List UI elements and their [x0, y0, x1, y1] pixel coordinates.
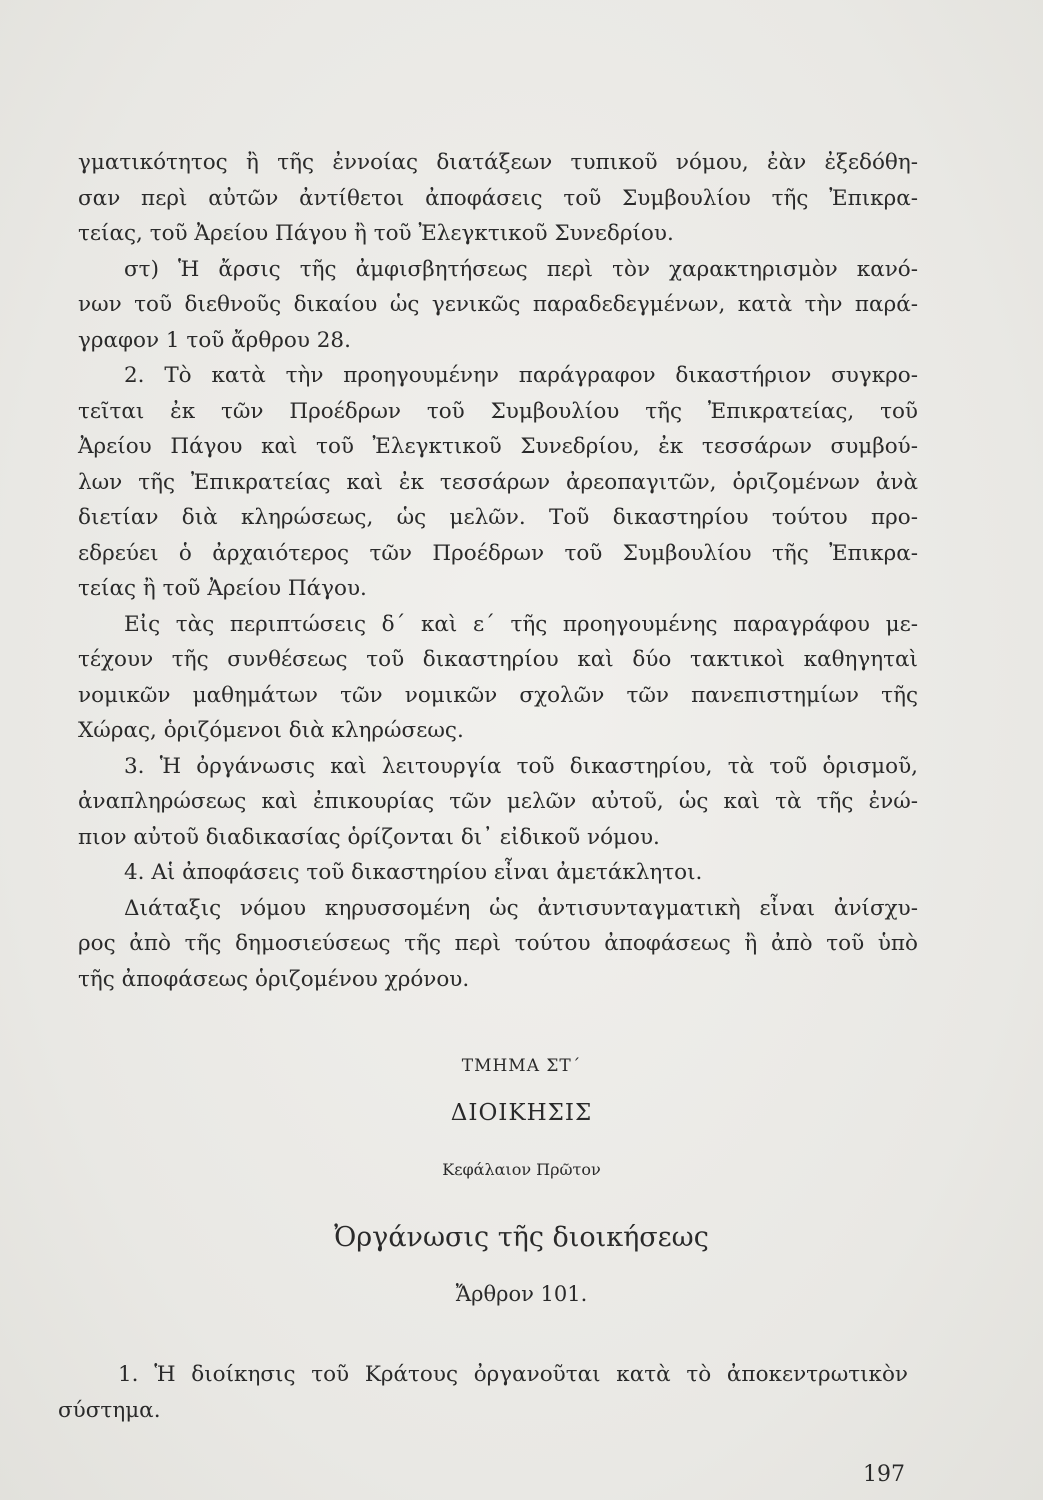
text-line: σαν περὶ αὐτῶν ἀντίθετοι ἀποφάσεις τοῦ Συμβουλίου τῆς Ἐπικρα- [78, 185, 918, 211]
part-title: ΔΙΟΙΚΗΣΙΣ [450, 1100, 593, 1126]
text-line: τέχουν τῆς συνθέσεως τοῦ δικαστηρίου καὶ δύο τακτικοὶ καθηγηταὶ [78, 647, 918, 672]
text-line: Διάταξις νόμου κηρυσσομένη ὡς ἀντισυνταγματικὴ εἶναι ἀνίσχυ- [124, 895, 918, 921]
text-line: τείας, τοῦ Ἀρείου Πάγου ἢ τοῦ Ἐλεγκτικοῦ Συνεδρίου. [78, 221, 674, 246]
text-line: λων τῆς Ἐπικρατείας καὶ ἐκ τεσσάρων ἀρεοπαγιτῶν, ὁριζομένων ἀνὰ [78, 469, 918, 495]
section-heading: ΤΜΗΜΑ ΣΤ´ [461, 1056, 582, 1076]
body-text [78, 145, 918, 997]
page-number: 197 [863, 1462, 905, 1487]
text-line: τῆς ἀποφάσεως ὁριζομένου χρόνου. [78, 966, 470, 992]
text-line: Ἀρείου Πάγου καὶ τοῦ Ἐλεγκτικοῦ Συνεδρίου, ἐκ τεσσάρων συμβού- [78, 434, 918, 459]
text-line: διετίαν διὰ κληρώσεως, ὡς μελῶν. Τοῦ δικαστηρίου τούτου προ- [78, 505, 918, 530]
text-line: 3. Ἡ ὀργάνωσις καὶ λειτουργία τοῦ δικαστηρίου, τὰ τοῦ ὁρισμοῦ, [124, 753, 918, 779]
text-line: ρος ἀπὸ τῆς δημοσιεύσεως τῆς περὶ τούτου ἀποφάσεως ἢ ἀπὸ τοῦ ὑπὸ [78, 931, 918, 956]
text-line: νων τοῦ διεθνοῦς δικαίου ὡς γενικῶς παραδεδεγμένων, κατὰ τὴν παρά- [78, 292, 918, 317]
text-line: σύστημα. [58, 1398, 161, 1423]
text-line: νομικῶν μαθημάτων τῶν νομικῶν σχολῶν τῶν πανεπιστημίων τῆς [78, 682, 918, 708]
text-line: τεῖται ἐκ τῶν Προέδρων τοῦ Συμβουλίου τῆς Ἐπικρατείας, τοῦ [78, 398, 918, 424]
text-line: τείας ἢ τοῦ Ἀρείου Πάγου. [78, 576, 367, 601]
text-line: στ) Ἡ ἄρσις τῆς ἀμφισβητήσεως περὶ τὸν χαρακτηρισμὸν κανό- [124, 256, 918, 282]
text-line: εδρεύει ὁ ἀρχαιότερος τῶν Προέδρων τοῦ Συμβουλίου τῆς Ἐπικρα- [78, 540, 918, 566]
text-line: 2. Τὸ κατὰ τὴν προηγουμένην παράγραφον δικαστήριον συγκρο- [124, 363, 918, 388]
text-line: γματικότητος ἢ τῆς ἐννοίας διατάξεων τυπικοῦ νόμου, ἐὰν ἐξεδόθη- [78, 150, 918, 175]
text-line: 1. Ἡ διοίκησις τοῦ Κράτους ὀργανοῦται κατὰ τὸ ἀποκεντρωτικὸν [118, 1362, 908, 1387]
text-line: Εἰς τὰς περιπτώσεις δ´ καὶ ε´ τῆς προηγουμένης παραγράφου με- [124, 611, 918, 637]
chapter-title: Ὀργάνωσις τῆς διοικήσεως [334, 1222, 709, 1253]
chapter-heading: Κεφάλαιον Πρῶτον [442, 1160, 601, 1179]
text-line: ἀναπληρώσεως καὶ ἐπικουρίας τῶν μελῶν αὐτοῦ, ὡς καὶ τὰ τῆς ἐνώ- [78, 789, 918, 814]
text-line: 4. Αἱ ἀποφάσεις τοῦ δικαστηρίου εἶναι ἀμετάκλητοι. [124, 860, 703, 885]
text-line: πιον αὐτοῦ διαδικασίας ὁρίζονται δι᾽ εἰδικοῦ νόμου. [78, 824, 660, 850]
article-heading: Ἄρθρον 101. [455, 1282, 588, 1306]
text-line: γραφον 1 τοῦ ἄρθρου 28. [78, 327, 351, 353]
text-line: Χώρας, ὁριζόμενοι διὰ κληρώσεως. [78, 718, 464, 743]
article-text [58, 1357, 908, 1429]
